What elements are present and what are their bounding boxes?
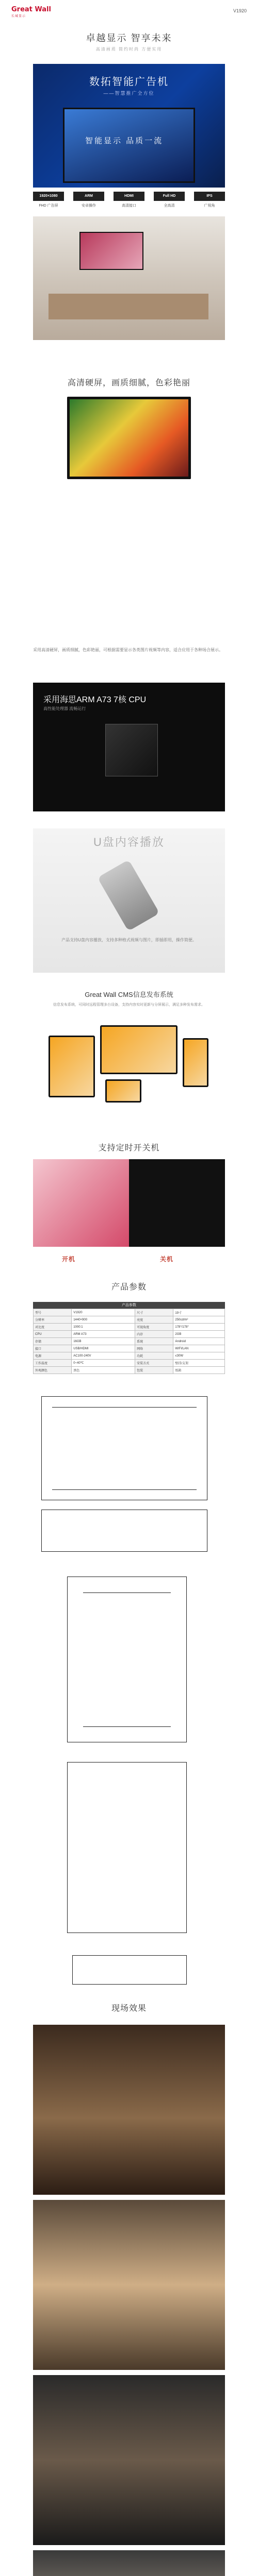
- hd-tv-screen: [70, 399, 188, 477]
- room-scene-image: [33, 216, 225, 340]
- spec-label: 可视角度: [135, 1324, 173, 1331]
- room-table: [49, 294, 208, 319]
- cms-device-tablet: [105, 1079, 141, 1103]
- spec-label: 安装方式: [135, 1360, 173, 1367]
- spec-row: [34, 1352, 225, 1360]
- hd-text: 采用高清硬屏，画质细腻，色彩艳丽，可根据需要显示各类图片视频等内容，适合应用于各种场合展示。: [33, 648, 223, 652]
- banner-screen-image: [63, 108, 195, 183]
- timer-on-image: [33, 1159, 129, 1247]
- usb-drive-image: [98, 860, 160, 931]
- banner-screen-text: 智能显示 品质一流: [85, 137, 164, 145]
- spec-row: [34, 1309, 225, 1316]
- spec-label: CPU: [34, 1331, 72, 1338]
- spec-value: 1440×900: [72, 1316, 135, 1324]
- spec-row: [34, 1345, 225, 1352]
- spec-value: Android: [173, 1338, 225, 1345]
- cms-device-monitor: [100, 1025, 178, 1074]
- feature-icon-resolution: 1920×1080 FHD 广告屏: [33, 192, 64, 212]
- spec-row: [34, 1324, 225, 1331]
- cms-device-phone: [183, 1038, 208, 1087]
- model-number: V1920: [233, 8, 247, 13]
- timer-off-caption: 关机: [160, 1256, 174, 1263]
- bottom-drawing: [41, 1510, 207, 1552]
- back-drawing: [67, 1577, 187, 1742]
- brand-logo: [11, 6, 51, 20]
- timer-title: 支持定时开关机: [98, 1144, 160, 1153]
- spec-label: 内存: [135, 1331, 173, 1338]
- cpu-chip-image: [105, 724, 158, 776]
- spec-label: 分辨率: [34, 1316, 72, 1324]
- feature-icon-ips: IPS 广视角: [194, 192, 225, 212]
- spec-label: 亮度: [135, 1316, 173, 1324]
- spec-label: 包装: [135, 1367, 173, 1374]
- timer-images: [33, 1159, 225, 1247]
- hero-banner: [33, 64, 225, 188]
- cms-title: Great Wall CMS信息发布系统: [85, 991, 173, 998]
- spec-label: 型号: [34, 1309, 72, 1316]
- scene-cafe: [33, 2200, 225, 2370]
- hero-subtitle: 高清画质 简约时尚 方便实用: [95, 47, 163, 52]
- usb-title: U盘内容播放: [93, 836, 165, 849]
- spec-table-head: 产品参数: [33, 1302, 225, 1309]
- front-drawing: [41, 1396, 207, 1500]
- logo-text: Great Wall: [11, 6, 51, 13]
- spec-value: 16GB: [72, 1338, 135, 1345]
- hd-tv-image: [67, 397, 191, 479]
- feature-icon-hdmi: HDMI 高清接口: [114, 192, 144, 212]
- timer-on-caption: 开机: [62, 1256, 76, 1263]
- banner-subtitle: ——智慧推广全方位: [103, 91, 155, 96]
- cpu-sub: 高性能处理器 流畅运行: [43, 706, 86, 711]
- spec-label: 外观颜色: [34, 1367, 72, 1374]
- cpu-panel: [33, 683, 225, 811]
- timer-off-image: [129, 1159, 225, 1247]
- feature-icons: [33, 192, 225, 212]
- spec-label: 功耗: [135, 1352, 173, 1360]
- spec-value: 黑色: [72, 1367, 135, 1374]
- side-drawing: [67, 1762, 187, 1933]
- spec-value: 壁挂/支架: [173, 1360, 225, 1367]
- spec-label: 网络: [135, 1345, 173, 1352]
- spec-label: 电源: [34, 1352, 72, 1360]
- spec-row: [34, 1360, 225, 1367]
- spec-row: [34, 1338, 225, 1345]
- spec-value: USB/HDMI: [72, 1345, 135, 1352]
- spec-title: 产品参数: [111, 1283, 147, 1292]
- hd-title: 高清硬屏，画质细腻，色彩艳丽: [67, 379, 190, 387]
- spec-value: 2GB: [173, 1331, 225, 1338]
- spec-value: 19寸: [173, 1309, 225, 1316]
- spec-row: [34, 1316, 225, 1324]
- spec-value: 178°/178°: [173, 1324, 225, 1331]
- spec-value: ≤30W: [173, 1352, 225, 1360]
- spec-table: [33, 1309, 225, 1374]
- cms-device-portrait: [49, 1036, 95, 1097]
- banner-title: 数拓智能广告机: [89, 76, 169, 88]
- logo-sub: 长城显示: [11, 14, 26, 18]
- room-screen: [79, 232, 143, 270]
- usb-text: 产品支持U盘内容播放，支持多种格式视频与图片，即插即用，操作简便。: [61, 938, 197, 942]
- spec-label: 存储: [34, 1338, 72, 1345]
- spec-value: 0~40℃: [72, 1360, 135, 1367]
- hero-title: 卓越显示 智享未来: [86, 33, 172, 43]
- spec-value: AC100-240V: [72, 1352, 135, 1360]
- stand-drawing: [72, 1955, 187, 1985]
- usb-section: [33, 828, 225, 973]
- spec-value: 250cd/m²: [173, 1316, 225, 1324]
- spec-label: 工作温度: [34, 1360, 72, 1367]
- scene-shop: [33, 2375, 225, 2545]
- spec-row: [34, 1367, 225, 1374]
- spec-value: WIFI/LAN: [173, 1345, 225, 1352]
- scene-mall: [33, 2550, 225, 2576]
- spec-label: 接口: [34, 1345, 72, 1352]
- spec-value: V1920: [72, 1309, 135, 1316]
- spec-row: [34, 1331, 225, 1338]
- scene-restaurant: [33, 2025, 225, 2195]
- cms-section: [33, 989, 225, 1113]
- spec-value: 1000:1: [72, 1324, 135, 1331]
- feature-icon-fullhd: Full HD 全高清: [154, 192, 185, 212]
- spec-label: 对比度: [34, 1324, 72, 1331]
- spec-label: 系统: [135, 1338, 173, 1345]
- cms-text: 信息发布系统，可同时远程管理多台设备，支持内容实时更新与分屏展示，满足多种发布需求。: [53, 1003, 205, 1007]
- cpu-title: 采用海思ARM A73 7核 CPU: [43, 696, 147, 704]
- spec-label: 尺寸: [135, 1309, 173, 1316]
- feature-icon-arm: ARM 安卓操作: [73, 192, 104, 212]
- spec-value: ARM A73: [72, 1331, 135, 1338]
- scene-title: 现场效果: [111, 2004, 147, 2013]
- spec-value: 纸箱: [173, 1367, 225, 1374]
